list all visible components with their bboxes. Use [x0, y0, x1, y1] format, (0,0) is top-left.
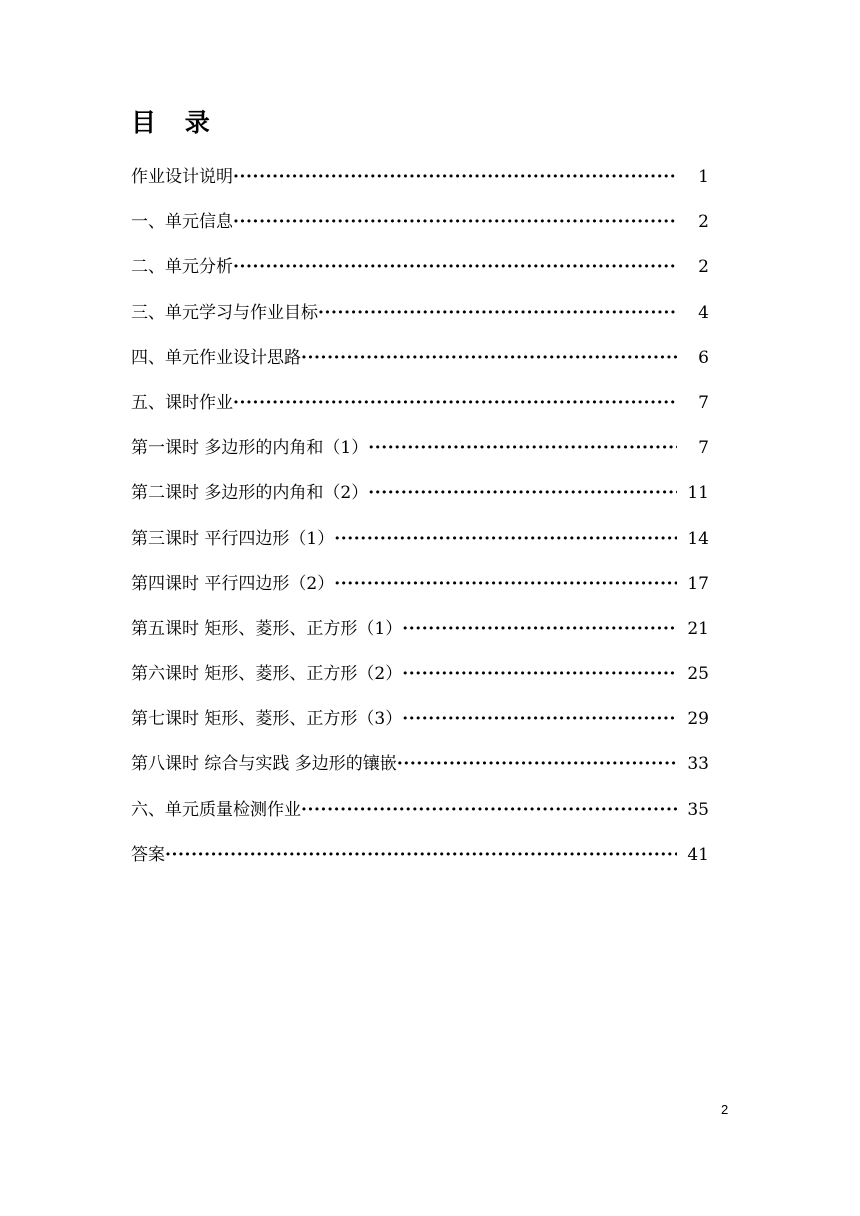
toc-dot-leader	[233, 388, 677, 418]
toc-dot-leader	[233, 207, 677, 237]
toc-dot-leader	[368, 433, 677, 463]
toc-entry-label: 四、单元作业设计思路	[131, 347, 301, 368]
toc-entry-page: 41	[687, 844, 709, 865]
toc-entry[interactable]	[131, 659, 709, 704]
toc-dot-leader	[165, 840, 677, 870]
toc-dot-leader	[301, 343, 677, 373]
toc-dot-leader	[397, 749, 677, 779]
toc-entry-label: 六、单元质量检测作业	[131, 799, 301, 820]
toc-entry-page: 35	[687, 799, 709, 820]
toc-entry-label: 第八课时 综合与实践 多边形的镶嵌	[131, 754, 397, 775]
toc-entry-label: 答案	[131, 844, 165, 865]
toc-entry[interactable]	[131, 162, 709, 207]
toc-entry-page: 11	[687, 483, 709, 504]
toc-entry-page: 1	[698, 167, 709, 187]
toc-entry-label: 一、单元信息	[131, 212, 233, 233]
toc-entry-page: 2	[698, 212, 709, 233]
toc-entry-page: 6	[698, 347, 709, 368]
table-of-contents	[131, 162, 709, 885]
toc-entry[interactable]	[131, 298, 709, 343]
toc-entry[interactable]	[131, 207, 709, 252]
toc-entry[interactable]	[131, 840, 709, 885]
toc-dot-leader	[402, 614, 677, 644]
toc-entry[interactable]	[131, 478, 709, 523]
toc-entry-label: 第六课时 矩形、菱形、正方形（2）	[131, 664, 403, 685]
page-number: 2	[721, 1102, 729, 1117]
toc-dot-leader	[368, 478, 677, 508]
toc-entry-page: 29	[687, 709, 709, 730]
toc-dot-leader	[334, 569, 677, 599]
toc-entry-label: 三、单元学习与作业目标	[131, 302, 318, 323]
page-title: 目 录	[131, 108, 220, 137]
toc-dot-leader	[233, 162, 677, 192]
toc-entry-page: 4	[698, 302, 709, 323]
toc-entry-page: 25	[687, 664, 709, 685]
toc-entry[interactable]	[131, 524, 709, 569]
toc-entry-label: 二、单元分析	[131, 257, 233, 278]
toc-entry-label: 第三课时 平行四边形（1）	[131, 528, 335, 549]
toc-dot-leader	[318, 298, 677, 328]
toc-entry[interactable]	[131, 252, 709, 297]
toc-entry[interactable]	[131, 343, 709, 388]
toc-entry-page: 7	[698, 392, 709, 413]
toc-dot-leader	[402, 659, 677, 689]
toc-entry[interactable]	[131, 749, 709, 794]
toc-entry-page: 2	[698, 257, 709, 278]
toc-dot-leader	[334, 524, 677, 554]
toc-entry-page: 21	[687, 618, 709, 639]
toc-entry[interactable]	[131, 795, 709, 840]
toc-entry-page: 17	[687, 573, 709, 594]
toc-entry-label: 第五课时 矩形、菱形、正方形（1）	[131, 618, 403, 639]
toc-entry-label: 作业设计说明	[131, 167, 233, 187]
toc-entry-label: 第一课时 多边形的内角和（1）	[131, 438, 369, 459]
toc-entry[interactable]	[131, 614, 709, 659]
toc-entry-label: 第二课时 多边形的内角和（2）	[131, 483, 369, 504]
toc-entry[interactable]	[131, 388, 709, 433]
toc-entry-page: 33	[687, 754, 709, 775]
toc-entry[interactable]	[131, 433, 709, 478]
toc-dot-leader	[402, 704, 677, 734]
toc-entry-label: 第七课时 矩形、菱形、正方形（3）	[131, 709, 403, 730]
toc-entry[interactable]	[131, 569, 709, 614]
toc-entry[interactable]	[131, 704, 709, 749]
toc-entry-label: 五、课时作业	[131, 392, 233, 413]
toc-dot-leader	[233, 252, 677, 282]
toc-entry-page: 7	[698, 438, 709, 459]
toc-entry-label: 第四课时 平行四边形（2）	[131, 573, 335, 594]
toc-dot-leader	[301, 795, 677, 825]
toc-entry-page: 14	[687, 528, 709, 549]
